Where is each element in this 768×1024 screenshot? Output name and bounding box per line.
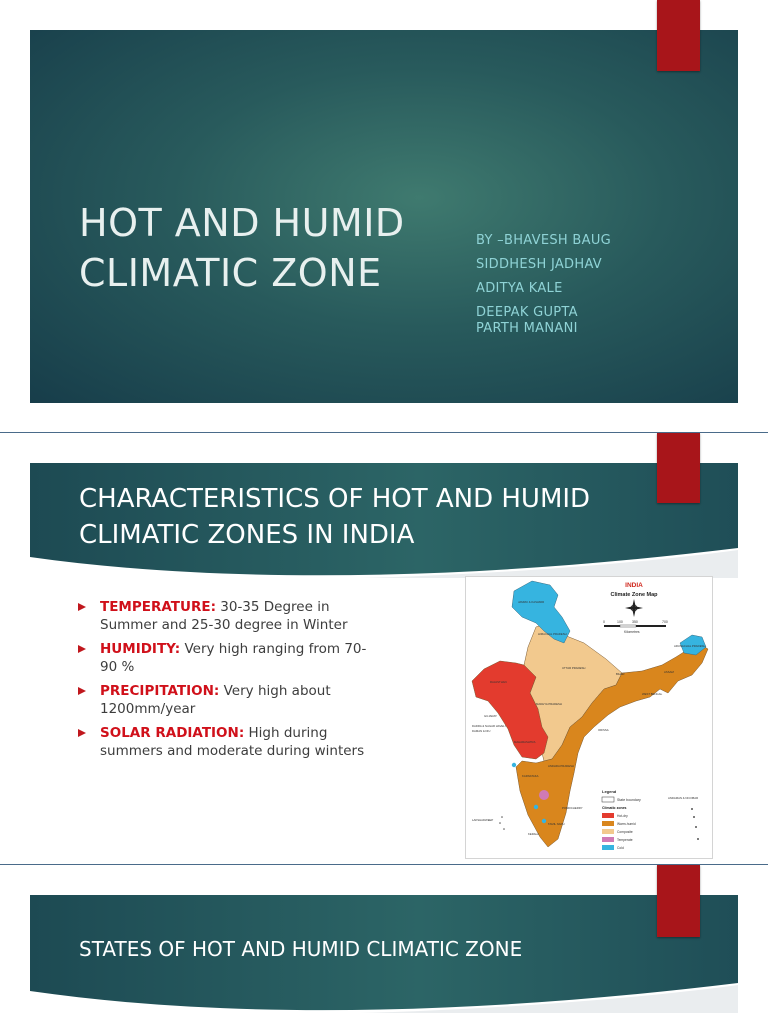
bullet-term: HUMIDITY: xyxy=(100,641,181,657)
legend-item: Cold xyxy=(617,846,624,850)
state-label: LAKSHADWEEP xyxy=(472,818,494,822)
state-label: WEST BENGAL xyxy=(642,692,663,696)
legend-item: Hot-dry xyxy=(617,814,628,818)
bullet-term: SOLAR RADIATION: xyxy=(100,725,245,741)
legend-boundary: State boundary xyxy=(617,798,641,802)
india-map-figure xyxy=(466,577,712,858)
map-scale-bar xyxy=(603,620,668,634)
bullet-term: TEMPERATURE: xyxy=(100,599,216,615)
legend-item: Temperate xyxy=(617,838,633,842)
scale-tick: 100 xyxy=(617,620,623,624)
state-label: RAJASTHAN xyxy=(490,680,507,684)
legend-item: Composite xyxy=(617,830,633,834)
list-item xyxy=(78,725,368,760)
slide-accent-tab xyxy=(657,0,700,71)
slide-accent-tab xyxy=(657,433,700,503)
characteristics-slide xyxy=(0,433,768,864)
author-line: SIDDHESH JADHAV xyxy=(476,257,602,272)
bullet-text: 30-35 Degree in Summer and 25-30 degree in Winter xyxy=(100,599,348,633)
state-label: GUJARAT xyxy=(484,714,497,718)
bullet-arrow-icon xyxy=(78,645,86,653)
author-line: PARTH MANANI xyxy=(476,321,578,336)
state-label: ASSAM xyxy=(664,670,674,674)
banner-wave xyxy=(30,983,738,1013)
scale-tick: 0 xyxy=(603,620,605,624)
map-subtitle: Climate Zone Map xyxy=(610,592,658,598)
state-label: ARUNACHAL PRADESH xyxy=(674,644,706,648)
list-item xyxy=(78,599,368,634)
state-label: ANDHRA PRADESH xyxy=(548,764,574,768)
bullet-text: Very high about 1200mm/year xyxy=(100,683,331,717)
scale-unit: Kilometres xyxy=(624,630,640,634)
state-label: UTTAR PRADESH xyxy=(562,666,586,670)
slide-heading: CHARACTERISTICS OF HOT AND HUMID CLIMATIC ZONES IN INDIA xyxy=(79,484,591,550)
characteristics-list xyxy=(78,599,368,767)
map-legend xyxy=(602,789,641,850)
author-line: DEEPAK GUPTA xyxy=(476,305,578,320)
map-zone-cold xyxy=(512,763,516,767)
bullet-term: PRECIPITATION: xyxy=(100,683,220,699)
state-label: KARNATAKA xyxy=(522,774,539,778)
bullet-arrow-icon xyxy=(78,729,86,737)
scale-tick: 700 xyxy=(662,620,668,624)
author-line: ADITYA KALE xyxy=(476,281,563,296)
state-label: MADHYA PRADESH xyxy=(536,702,562,706)
climate-zone-map xyxy=(465,576,713,859)
bullet-text: High during summers and moderate during winters xyxy=(100,725,365,759)
scale-tick: 350 xyxy=(632,620,638,624)
title-slide xyxy=(0,0,768,432)
state-label: MAHARASHTRA xyxy=(514,740,536,744)
author-line: BY –BHAVESH BAUG xyxy=(476,233,612,248)
legend-title: Legend xyxy=(602,789,617,794)
slide-accent-tab xyxy=(657,865,700,937)
legend-item: Warm-humid xyxy=(617,822,636,826)
state-label: TAMIL NADU xyxy=(548,822,565,826)
state-label: KERALA xyxy=(528,832,540,836)
state-label: PONDICHERRY xyxy=(562,806,583,810)
bullet-arrow-icon xyxy=(78,603,86,611)
state-label: JAMMU & KASHMIR xyxy=(518,600,545,604)
compass-rose-icon xyxy=(625,599,643,617)
author-list xyxy=(476,232,611,344)
slide-heading: STATES OF HOT AND HUMID CLIMATIC ZONE xyxy=(79,937,523,961)
map-zone-cold xyxy=(534,805,538,809)
bullet-text: Very high ranging from 70-90 % xyxy=(100,641,367,675)
map-zone-cold xyxy=(542,819,546,823)
state-label: HIMACHAL PRADESH xyxy=(538,632,567,636)
list-item xyxy=(78,683,368,718)
heading-banner xyxy=(30,463,738,578)
map-country: INDIA xyxy=(625,582,643,589)
map-zone-temperate xyxy=(539,790,549,800)
list-item xyxy=(78,641,368,676)
state-label: BIHAR xyxy=(616,672,625,676)
state-label: DADRA & NAGAR HAVELI xyxy=(472,724,506,728)
slide-title: HOT AND HUMID CLIMATIC ZONE xyxy=(79,201,405,295)
legend-heading: Climatic zones xyxy=(602,806,627,810)
state-label: ANDAMAN & NICOBAR xyxy=(668,796,699,800)
heading-banner xyxy=(30,895,738,1013)
states-slide xyxy=(0,865,768,1024)
state-label: DAMAN & DIU xyxy=(472,729,491,733)
bullet-arrow-icon xyxy=(78,687,86,695)
state-label: ORISSA xyxy=(598,728,609,732)
